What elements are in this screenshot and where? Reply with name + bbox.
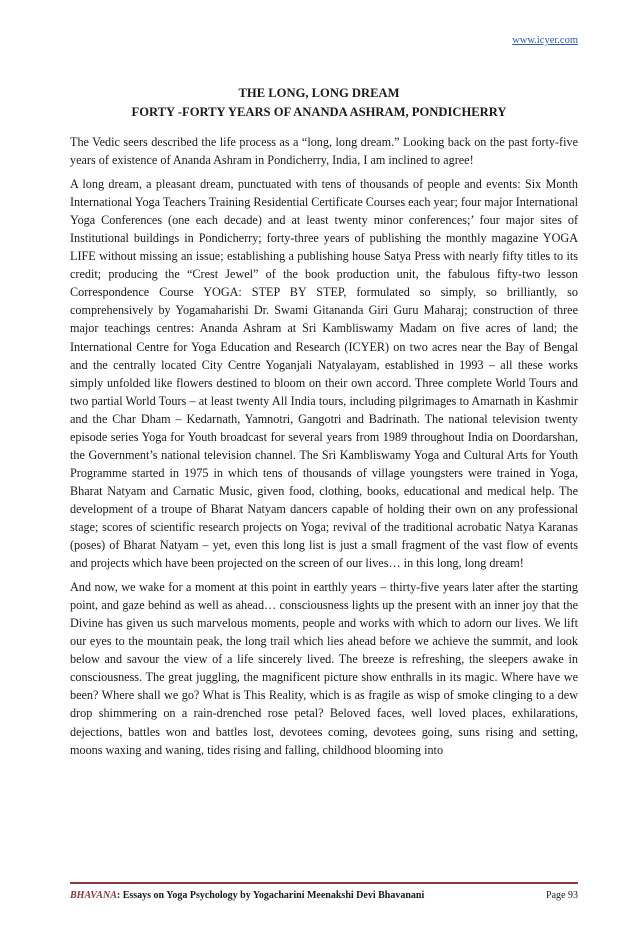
paragraph-1: The Vedic seers described the life process as a “long, long dream.” Looking back on the past forty-five years of existence of Ananda Ashram in Pondicherry, India, I am inclined to agree! [70, 135, 578, 168]
title-line-2: FORTY -FORTY YEARS OF ANANDA ASHRAM, PONDICHERRY [131, 105, 507, 119]
paragraph-2: A long dream, a pleasant dream, punctuated with tens of thousands of people and events: Six Month International Yoga Teachers Training Residential Certificate Courses each year; four major International Yoga Conferences (one each decade) and at least twenty minor conferences;’ four major sites of Institutional buildings in Pondicherry; forty-three years of publishing the monthly magazine YOGA LIFE without missing an issue; establishing a publishing house Satya Press with nearly fifty titles to its credit; producing the “Crest Jewel” of the book production unit, the fabulous fifty-two lesson Correspondence Course YOGA: STEP BY STEP, formulated so simply, so brilliantly, so comprehensively by Yogamaharishi Dr. Swami Gitananda Giri Guru Maharaj; construction of three major teachings centres: Ananda Ashram at Sri Kambliswamy Madam on five acres of land; the International Centre for Yoga Education and Research (ICYER) on two acres near the Bay of Bengal and the centrally located City Centre Yoganjali Natyalayam, established in 1993 – all these works simply unfolded like flowers destined to bloom on their own accord. Three complete World Tours and two partial World Tours – at least twenty All India tours, including pilgrimages to Amarnath in Kashmir and the Char Dham – Kedarnath, Yamnotri, Gangotri and Badrinath. The national television twenty episode series Yoga for Youth broadcast for several years from 1989 throughout India on Doordarshan, the Government’s national television channel. The Sri Kambliswamy Yoga and Cultural Arts for Youth Programme started in 1975 in which tens of thousands of village youngsters were trained in Yoga, Bharat Natyam and Carnatic Music, given food, clothing, books, educational and medical help. The development of a troupe of Bharat Natyam dancers capable of holding their own on any professional stage; scores of scientific research projects on Yoga; revival of the traditional acrobatic Natya Karanas (poses) of Bharat Natyam – yet, even this long list is just a small fragment of the vast flow of events and projects which have been projected on the screen of our lives… in this long, long dream! [70, 177, 578, 571]
footer-divider [70, 882, 578, 884]
page-number: Page 93 [546, 890, 578, 901]
title-line-1: THE LONG, LONG DREAM [238, 86, 400, 100]
page-footer [70, 890, 578, 901]
article-title [0, 84, 638, 122]
site-link[interactable]: www.icyer.com [512, 35, 578, 46]
footer-book-title: BHAVANA [70, 890, 117, 901]
paragraph-3: And now, we wake for a moment at this point in earthly years – thirty-five years later after the starting point, and gaze behind as well as ahead… consciousness lights up the present with an inner joy that the Divine has given us such marvelous moments, people and works with which to adorn our lives. We lift our eyes to the mountain peak, the long trail which lies ahead before we achieve the summit, and look below and savour the view of a life sincerely lived. The breeze is refreshing, the sleepers awake in consciousness. The great juggling, the magnificent picture show enthralls in its magic. Where have we been? Where shall we go? What is This Reality, which is as fragile as wisp of smoke clinging to a dew drop shimmering on a rain-drenched rose petal? Beloved faces, well loved places, exhilarations, dejections, battles won and battles lost, devotees coming, devotees going, suns rising and setting, moons waxing and waning, tides rising and falling, childhood blooming into [70, 580, 578, 757]
footer-book-subtitle: : Essays on Yoga Psychology by Yogacharini Meenakshi Devi Bhavanani [116, 890, 425, 901]
article-body [70, 133, 578, 765]
footer-book-info [70, 890, 424, 901]
